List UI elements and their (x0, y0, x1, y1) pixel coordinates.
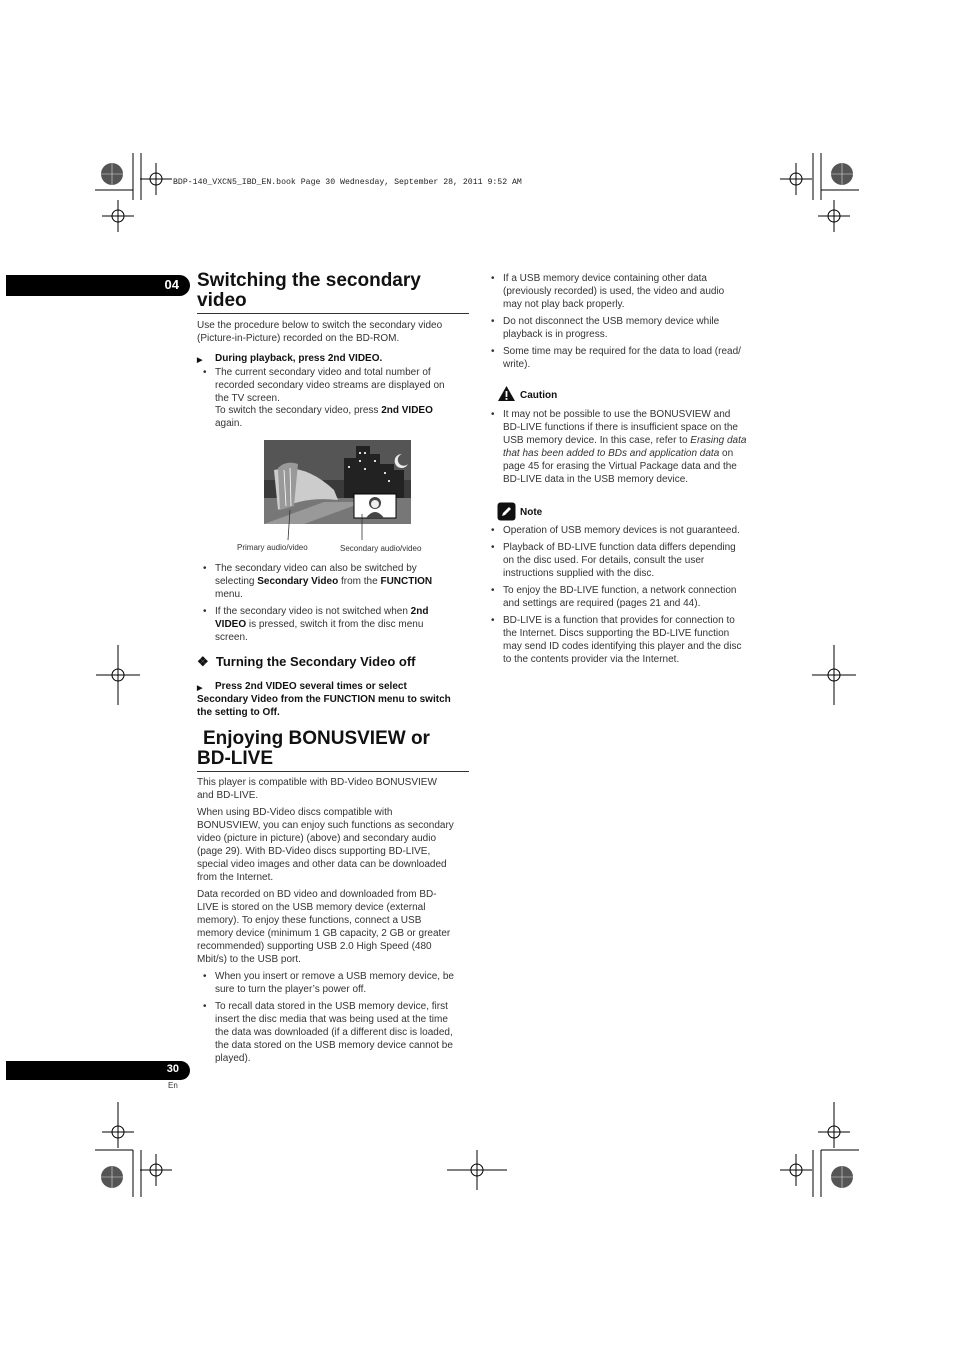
caution-heading: Caution (520, 390, 558, 401)
switch-instruction: To switch the secondary video, press 2nd VIDEO again. (215, 405, 433, 429)
note-network-connection: • To enjoy the BD-LIVE function, a network connection and settings are required (pages 21 and 44). (503, 584, 736, 610)
bullet-secondary-streams: • The current secondary video and total number of recorded secondary video streams are displayed on the TV screen. (215, 366, 445, 405)
bonusview-text: When using BD-Video discs compatible with BONUSVIEW, you can enjoy such functions as secondary video (picture in picture) (above) and secondary audio (page 29). With BD-Video discs supporting BD-LIVE, special video images and other data can be downloaded from the Internet. (197, 807, 454, 883)
print-header: BDP-140_VXCN5_IBD_EN.book Page 30 Wednesday, September 28, 2011 9:52 AM (173, 178, 522, 187)
bullet-load-time: • Some time may be required for the data to load (read/ write). (503, 345, 741, 371)
title-rule (197, 771, 469, 772)
caution-icon (497, 385, 516, 402)
compatibility-text: This player is compatible with BD-Video BONUSVIEW and BD-LIVE. (197, 777, 437, 801)
language-code: En (168, 1081, 178, 1090)
section-switching-secondary-video (197, 271, 472, 311)
note-bd-live-data: • Playback of BD-LIVE function data differs depending on the disc used. For details, consult the user instructions supplied with the disc. (503, 541, 736, 580)
intro-text: Use the procedure below to switch the secondary video (Picture-in-Picture) recorded on the BD-ROM. (197, 320, 443, 344)
figure-callout-lines (280, 500, 380, 545)
note-heading: Note (520, 507, 543, 518)
subheading-turning-off: ❖ Turning the Secondary Video off (197, 654, 416, 669)
note-usb-not-guaranteed: • Operation of USB memory devices is not guaranteed. (503, 524, 740, 537)
section-title: Switching the secondary video (197, 270, 421, 311)
label-secondary-audio-video: Secondary audio/video (340, 544, 422, 553)
bullet-recall-data: • To recall data stored in the USB memory device, first insert the disc media that was being used at the time the data was downloaded (if a different disc is loaded, the data stored on the USB memory device cannot be played). (215, 1000, 453, 1065)
step-press-2nd-video: ▶ During playback, press 2nd VIDEO. (197, 352, 382, 365)
diamond-bullet-icon: ❖ (197, 654, 209, 669)
section-title: Enjoying BONUSVIEW or BD-LIVE (197, 728, 430, 769)
note-pencil-icon (497, 502, 516, 521)
bullet-power-off: • When you insert or remove a USB memory device, be sure to turn the player’s power off. (215, 970, 454, 996)
page-number-tab (6, 1061, 190, 1080)
label-primary-audio-video: Primary audio/video (237, 543, 308, 552)
page-number: 30 (166, 1063, 179, 1075)
chapter-tab (6, 275, 190, 296)
usb-storage-text: Data recorded on BD video and downloaded from BD- LIVE is stored on the USB memory device (external memory). To enjoy these functions, connect a USB memory device (minimum 1 GB capacity, 2 GB or greater recommended) supporting USB 2.0 High Speed (480 Mbit/s) to the USB port. (197, 889, 451, 965)
bullet-disc-menu: • If the secondary video is not switched when 2nd VIDEO is pressed, switch it from the disc menu screen. (215, 605, 428, 644)
bullet-function-menu: • The secondary video can also be switched by selecting Secondary Video from the FUNCTION menu. (215, 562, 432, 601)
title-rule (197, 313, 469, 314)
section-enjoying-bonusview (197, 729, 472, 769)
bullet-do-not-disconnect: • Do not disconnect the USB memory device while playback is in progress. (503, 315, 719, 341)
caution-text: • It may not be possible to use the BONUSVIEW and BD-LIVE functions if there is insufficient space on the USB memory device. In this case, refer to Erasing data that has been added to BDs and application data on page 45 for erasing the Virtual Package data and the BD-LIVE data in the USB memory device. (503, 408, 746, 486)
step-turn-off-secondary: ▶ Press 2nd VIDEO several times or select Secondary Video from the FUNCTION menu to switch the setting to Off. (197, 680, 472, 719)
bullet-other-data: • If a USB memory device containing other data (previously recorded) is used, the video and audio may not play back properly. (503, 272, 724, 311)
chapter-number: 04 (164, 277, 179, 292)
note-internet-connection: • BD-LIVE is a function that provides for connection to the Internet. Discs supporting the BD-LIVE function may send ID codes identifying this player and the disc to the contents provider via the Internet. (503, 614, 741, 666)
